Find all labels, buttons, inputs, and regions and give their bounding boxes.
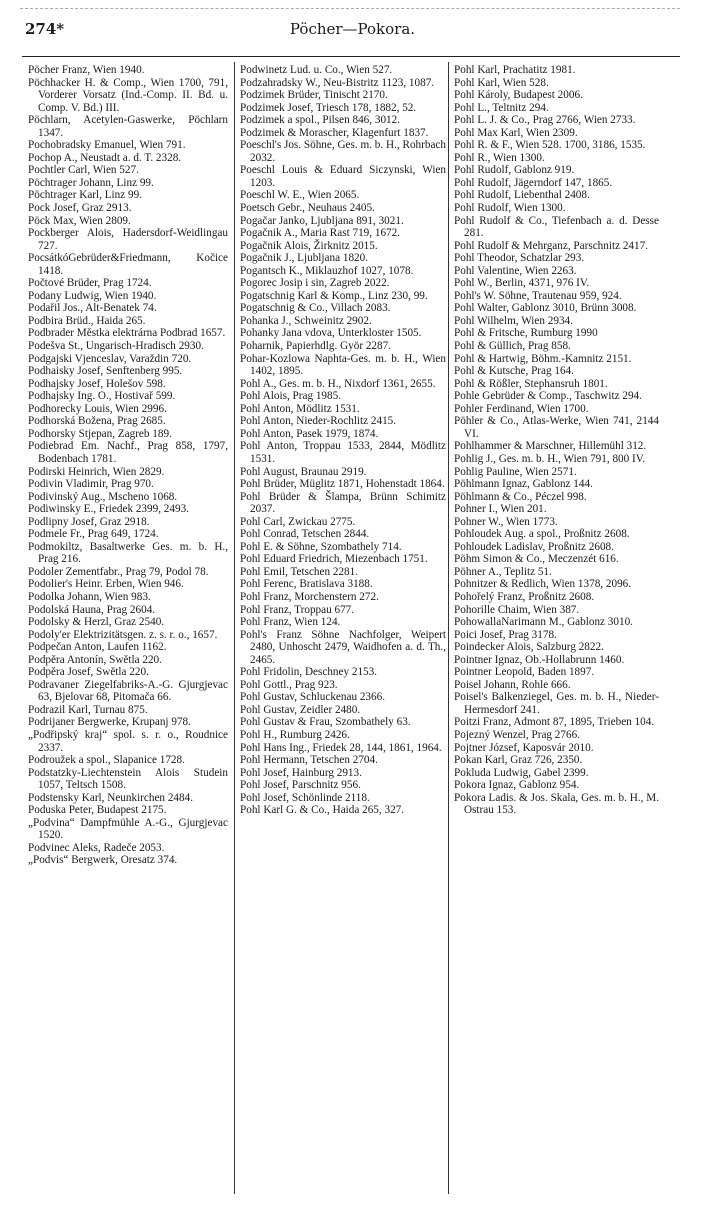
directory-entry: Podbira Brüd., Haida 265. xyxy=(28,314,146,327)
column-divider xyxy=(234,62,235,1194)
directory-entry: Podivin Vladimir, Prag 970. xyxy=(28,478,154,491)
directory-entry: Pohl Károly, Budapest 2006. xyxy=(454,89,583,102)
directory-entry: Pohner I., Wien 201. xyxy=(454,503,547,516)
directory-entry: Pohl L. J. & Co., Prag 2766, Wien 2733. xyxy=(454,114,636,127)
directory-entry: Pokora Ignaz, Gablonz 954. xyxy=(454,779,580,792)
directory-entry: Pöhm Simon & Co., Meczenzét 616. xyxy=(454,553,619,566)
directory-entry: Podrijaner Bergwerke, Krupanj 978. xyxy=(28,716,191,729)
directory-entry: Podany Ludwig, Wien 1940. xyxy=(28,289,157,302)
directory-entry: Pohl Gottl., Prag 923. xyxy=(240,678,338,691)
directory-entry: Pojtner József, Kaposvár 2010. xyxy=(454,741,594,754)
directory-entry: Pohl Gustav, Schluckenau 2366. xyxy=(240,691,386,704)
directory-entry: Pohl Gustav & Frau, Szombathely 63. xyxy=(240,716,411,729)
directory-entry: Podirski Heinrich, Wien 2829. xyxy=(28,465,165,478)
directory-entry: Poisel Johann, Rohle 666. xyxy=(454,678,571,691)
directory-entry: Pohanka J., Schweinitz 2902. xyxy=(240,314,372,327)
directory-entry: Pointner Leopold, Baden 1897. xyxy=(454,666,595,679)
directory-entry: Pohar-Kozlowa Naphta-Ges. m. b. H., Wien 1402, 1895. xyxy=(240,352,446,378)
directory-entry: Podiebrad Em. Nachf., Prag 858, 1797, Bodenbach 1781. xyxy=(28,440,228,465)
directory-entry: Pohlhammer & Marschner, Hillemühl 312. xyxy=(454,440,647,453)
directory-entry: „Podvis“ Bergwerk, Oresatz 374. xyxy=(28,854,178,867)
directory-entry: Pohl & Hartwig, Böhm.-Kamnitz 2151. xyxy=(454,352,632,365)
directory-entry: Podhorecky Louis, Wien 2996. xyxy=(28,402,167,415)
directory-entry: Pohl Rudolf & Mehrganz, Parschnitz 2417. xyxy=(454,239,649,252)
directory-entry: Pohanky Jana vdova, Unterkloster 1505. xyxy=(240,327,422,340)
directory-entry: Podoly'er Elektrizitätsgen. z. s. r. o., 1657. xyxy=(28,628,218,641)
directory-entry: Pohl Walter, Gablonz 3010, Brünn 3008. xyxy=(454,302,637,315)
directory-entry: Pohl Rudolf, Wien 1300. xyxy=(454,202,566,215)
directory-entry: Pohl Rudolf, Liebenthal 2408. xyxy=(454,189,590,202)
directory-entry: Pohl W., Berlin, 4371, 976 IV. xyxy=(454,277,590,290)
directory-entry: Podolier's Heinr. Erben, Wien 946. xyxy=(28,578,184,591)
directory-entry: Pöchlarn, Acetylen-Gaswerke, Pöchlarn 1347. xyxy=(28,114,228,139)
directory-entry: Pohl R. & F., Wien 528. 1700, 3186, 1535. xyxy=(454,139,646,152)
directory-entry: Pohořelý Franz, Proßnitz 2608. xyxy=(454,590,595,603)
directory-entry: Pohl Gustav, Zeidler 2480. xyxy=(240,703,361,716)
directory-entry: Podiwinsky E., Friedek 2399, 2493. xyxy=(28,503,189,516)
directory-entry: Pogačnik J., Ljubljana 1820. xyxy=(240,252,369,265)
directory-entry: Pogatschnig Karl & Komp., Linz 230, 99. xyxy=(240,289,428,302)
directory-entry: PohowallaNarimann M., Gablonz 3010. xyxy=(454,616,633,629)
directory-entry: Poetsch Gebr., Neuhaus 2405. xyxy=(240,202,375,215)
directory-entry: Pohl Anton, Troppau 1533, 2844, Mödlitz 1531. xyxy=(240,440,446,465)
directory-entry: Podzimek & Morascher, Klagenfurt 1837. xyxy=(240,126,429,139)
directory-entry: Pohl & Rößler, Stephansruh 1801. xyxy=(454,377,608,390)
directory-entry: „Podvina“ Dampfmühle A.-G., Gjurgjevac 1520. xyxy=(28,816,228,842)
directory-entry: Pöhlmann & Co., Péczel 998. xyxy=(454,490,587,503)
directory-entry: Podvinec Aleks, Radeče 2053. xyxy=(28,841,165,854)
directory-entry: Pöhler & Co., Atlas-Werke, Wien 741, 2144 VI. xyxy=(454,415,659,440)
directory-entry: Pohl's Franz Söhne Nachfolger, Weipert 2480, Unhoscht 2479, Waidhofen a. d. Th., 2465. xyxy=(240,628,446,666)
directory-entry: Poisel's Balkenziegel, Ges. m. b. H., Nieder-Hermesdorf 241. xyxy=(454,691,659,716)
directory-entry: Pohl Hermann, Tetschen 2704. xyxy=(240,754,378,767)
directory-entry: Pogačnik Alois, Žirknitz 2015. xyxy=(240,239,378,252)
directory-entry: Pokluda Ludwig, Gabel 2399. xyxy=(454,766,589,779)
directory-entry: Pogatschnig & Co., Villach 2083. xyxy=(240,302,391,315)
directory-entry: Pöhlmann Ignaz, Gablonz 144. xyxy=(454,478,593,491)
directory-entry: Podwinetz Lud. u. Co., Wien 527. xyxy=(240,64,393,76)
directory-entry: Pöcher Franz, Wien 1940. xyxy=(28,64,145,76)
directory-entry: Pogačar Janko, Ljubljana 891, 3021. xyxy=(240,214,404,227)
directory-entry: „Podřipský kraj“ spol. s. r. o., Roudnice 2337. xyxy=(28,728,228,754)
directory-entry: Podhorsky Stjepan, Zagreb 189. xyxy=(28,427,172,440)
directory-entry: Pogorec Josip i sin, Zagreb 2022. xyxy=(240,277,390,290)
page-header xyxy=(0,20,705,44)
column-divider xyxy=(448,62,449,1194)
directory-entry: Pohl E. & Söhne, Szombathely 714. xyxy=(240,540,402,553)
directory-entry: Pohl Franz, Wien 124. xyxy=(240,616,341,629)
directory-entry: Podolská Hauna, Prag 2604. xyxy=(28,603,156,616)
directory-entry: Pohlig J., Ges. m. b. H., Wien 791, 800 IV. xyxy=(454,452,646,465)
directory-entry: Poeschl W. E., Wien 2065. xyxy=(240,189,360,202)
directory-entry: Podbrader Městka elektrárna Podbrad 1657. xyxy=(28,327,226,340)
directory-entry: Pohl & Kutsche, Prag 164. xyxy=(454,365,574,378)
directory-entry: Pohorille Chaim, Wien 387. xyxy=(454,603,580,616)
directory-entry: Pohl Rudolf, Jägerndorf 147, 1865. xyxy=(454,176,613,189)
directory-entry: Počtové Brüder, Prag 1724. xyxy=(28,277,152,290)
directory-entry: Podhajsky Ing. O., Hostivař 599. xyxy=(28,390,176,403)
directory-entry: Pohl Hans Ing., Friedek 28, 144, 1861, 1964. xyxy=(240,741,442,754)
directory-entry: Poitzi Franz, Admont 87, 1895, Trieben 104. xyxy=(454,716,655,729)
page-number: 274* xyxy=(25,20,65,38)
directory-entry: Pohl Ferenc, Bratislava 3188. xyxy=(240,578,373,591)
directory-entry: Podzimek a spol., Pilsen 846, 3012. xyxy=(240,114,401,127)
directory-entry: Pohl Josef, Parschnitz 956. xyxy=(240,779,361,792)
directory-entry: Podgajski Vjenceslav, Varaždin 720. xyxy=(28,352,192,365)
directory-entry: Pock Josef, Graz 2913. xyxy=(28,202,132,215)
directory-entry: Pochobradsky Emanuel, Wien 791. xyxy=(28,139,186,152)
directory-entry: Poeschl's Jos. Söhne, Ges. m. b. H., Rohrbach 2032. xyxy=(240,139,446,164)
directory-entry: Pohl Josef, Schönlinde 2118. xyxy=(240,791,370,804)
directory-entry: Pohl Karl, Prachatitz 1981. xyxy=(454,64,576,76)
directory-entry: Pohl & Güllich, Prag 858. xyxy=(454,340,571,353)
directory-entry: Podolsky & Herzl, Graz 2540. xyxy=(28,616,165,629)
directory-entry: Pohloudek Aug. a spol., Proßnitz 2608. xyxy=(454,528,630,541)
directory-entry: Podpěra Josef, Swětla 220. xyxy=(28,666,149,679)
directory-entry: Pohl L., Teltnitz 294. xyxy=(454,101,549,114)
directory-entry: Pohl Franz, Troppau 677. xyxy=(240,603,355,616)
directory-entry: Podlipny Josef, Graz 2918. xyxy=(28,515,150,528)
directory-entry: Podzimek Brüder, Tinischt 2170. xyxy=(240,89,388,102)
directory-entry: Podrazil Karl, Turnau 875. xyxy=(28,703,148,716)
page-title: Pöcher—Pokora. xyxy=(289,20,416,38)
column-2 xyxy=(240,64,446,817)
directory-entry: Pohner W., Wien 1773. xyxy=(454,515,558,528)
directory-entry: Pohloudek Ladislav, Proßnitz 2608. xyxy=(454,540,614,553)
directory-entry: Pohl & Fritsche, Rumburg 1990 xyxy=(454,327,598,340)
directory-entry: Poeschl Louis & Eduard Siczynski, Wien 1203. xyxy=(240,164,446,189)
directory-entry: Pockberger Alois, Hadersdorf-Weidlingau 727. xyxy=(28,227,228,252)
directory-entry: Podravaner Ziegelfabriks-A.-G. Gjurgjevac 63, Bjelovar 68, Pitomača 66. xyxy=(28,678,228,704)
directory-entry: Podoler Zementfabr., Prag 79, Podol 78. xyxy=(28,565,209,578)
column-1 xyxy=(28,64,228,867)
directory-entry: Pohl Alois, Prag 1985. xyxy=(240,390,342,403)
directory-entry: Pojezný Wenzel, Prag 2766. xyxy=(454,728,580,741)
directory-entry: Podhorská Božena, Prag 2685. xyxy=(28,415,166,428)
directory-entry: Pohl R., Wien 1300. xyxy=(454,151,545,164)
directory-entry: Pohl Brüder, Müglitz 1871, Hohenstadt 1864. xyxy=(240,478,445,491)
directory-entry: Pohl Brüder & Šlampa, Brünn Schimitz 2037. xyxy=(240,490,446,516)
directory-entry: Pohl Anton, Nieder-Rochlitz 2415. xyxy=(240,415,397,428)
directory-entry: Poharnik, Papierhdlg. Györ 2287. xyxy=(240,340,392,353)
directory-entry: Pochtler Carl, Wien 527. xyxy=(28,164,139,177)
directory-entry: Pogačnik A., Maria Rast 719, 1672. xyxy=(240,227,401,240)
directory-entry: Pohl A., Ges. m. b. H., Nixdorf 1361, 2655. xyxy=(240,377,436,390)
directory-entry: Pohnitzer & Redlich, Wien 1378, 2096. xyxy=(454,578,632,591)
directory-entry: Pohl Valentine, Wien 2263. xyxy=(454,264,577,277)
directory-entry: Pohle Gebrüder & Comp., Taschwitz 294. xyxy=(454,390,642,403)
directory-entry: Pohl Wilhelm, Wien 2934. xyxy=(454,314,573,327)
directory-entry: Pohlig Pauline, Wien 2571. xyxy=(454,465,577,478)
directory-entry: Pokan Karl, Graz 726, 2350. xyxy=(454,754,583,767)
directory-entry: Podstatzky-Liechtenstein Alois Studein 1057, Teltsch 1508. xyxy=(28,766,228,792)
directory-entry: Podařil Jos., Alt-Benatek 74. xyxy=(28,302,157,315)
directory-entry: Pohl Rudolf & Co., Tiefenbach a. d. Desse 281. xyxy=(454,214,659,240)
directory-entry: Poduska Peter, Budapest 2175. xyxy=(28,804,167,817)
header-rule xyxy=(22,56,680,57)
directory-entry: Podroužek a spol., Slapanice 1728. xyxy=(28,754,185,767)
directory-entry: Podpečan Anton, Laufen 1162. xyxy=(28,641,167,654)
directory-entry: Podmokiltz, Basaltwerke Ges. m. b. H., Prag 216. xyxy=(28,540,228,566)
directory-entry: Poindecker Alois, Salzburg 2822. xyxy=(454,641,604,654)
directory-entry: Pogantsch K., Miklauzhof 1027, 1078. xyxy=(240,264,414,277)
directory-entry: Podešva St., Ungarisch-Hradisch 2930. xyxy=(28,340,204,353)
directory-entry: Pohl Max Karl, Wien 2309. xyxy=(454,126,578,139)
directory-entry: Pochop A., Neustadt a. d. T. 2328. xyxy=(28,151,182,164)
directory-entry: Podhajsky Josef, Holešov 598. xyxy=(28,377,166,390)
directory-entry: Pokora Ladis. & Jos. Skala, Ges. m. b. H., M. Ostrau 153. xyxy=(454,791,659,817)
directory-entry: Pohl Carl, Zwickau 2775. xyxy=(240,515,356,528)
directory-entry: Pohl Karl G. & Co., Haida 265, 327. xyxy=(240,804,405,817)
directory-entry: Pohl Anton, Mödlitz 1531. xyxy=(240,402,360,415)
directory-entry: Podstensky Karl, Neunkirchen 2484. xyxy=(28,791,193,804)
directory-entry: Pohl Anton, Pasek 1979, 1874. xyxy=(240,427,379,440)
directory-entry: Podmele Fr., Prag 649, 1724. xyxy=(28,528,159,541)
directory-entry: Pohl Theodor, Schatzlar 293. xyxy=(454,252,585,265)
directory-entry: Poici Josef, Prag 3178. xyxy=(454,628,557,641)
directory-entry: Podzahradsky W., Neu-Bistritz 1123, 1087. xyxy=(240,76,435,89)
directory-entry: Pohl H., Rumburg 2426. xyxy=(240,728,350,741)
directory-entry: Pohler Ferdinand, Wien 1700. xyxy=(454,402,589,415)
directory-entry: Podzimek Josef, Triesch 178, 1882, 52. xyxy=(240,101,417,114)
directory-entry: Podpěra Antonín, Swětla 220. xyxy=(28,653,162,666)
directory-entry: Pohl Eduard Friedrich, Miezenbach 1751. xyxy=(240,553,428,566)
directory-entry: Pöck Max, Wien 2809. xyxy=(28,214,131,227)
directory-entry: Pohl Josef, Hainburg 2913. xyxy=(240,766,362,779)
directory-entry: Pohl Rudolf, Gablonz 919. xyxy=(454,164,575,177)
directory-entry: Pohl August, Braunau 2919. xyxy=(240,465,367,478)
directory-entry: Podivinský Aug., Mscheno 1068. xyxy=(28,490,178,503)
directory-entry: Pohl Emil, Tetschen 2281. xyxy=(240,565,359,578)
directory-entry: Pöchtrager Johann, Linz 99. xyxy=(28,176,154,189)
directory-entry: Pöhner A., Teplitz 51. xyxy=(454,565,552,578)
directory-entry: PocsátkóGebrüder&Friedmann, Kočice 1418. xyxy=(28,252,228,277)
directory-entry: Pöchhacker H. & Comp., Wien 1700, 791, Vorderer Vorsatz (Ind.-Comp. II. Bd. u. Comp. V. Bd.) III. xyxy=(28,76,228,114)
directory-entry: Podolka Johann, Wien 983. xyxy=(28,590,151,603)
directory-entry: Pointner Ignaz, Ob.-Hollabrunn 1460. xyxy=(454,653,625,666)
directory-entry: Pohl Conrad, Tetschen 2844. xyxy=(240,528,370,541)
column-3 xyxy=(454,64,659,817)
directory-entry: Pohl Karl, Wien 528. xyxy=(454,76,549,89)
directory-entry: Podhaisky Josef, Senftenberg 995. xyxy=(28,365,183,378)
top-border xyxy=(20,8,680,9)
directory-entry: Pohl Franz, Morchenstern 272. xyxy=(240,590,379,603)
directory-entry: Pohl's W. Söhne, Trautenau 959, 924. xyxy=(454,289,622,302)
directory-entry: Pohl Fridolin, Deschney 2153. xyxy=(240,666,378,679)
directory-entry: Pöchtrager Karl, Linz 99. xyxy=(28,189,143,202)
